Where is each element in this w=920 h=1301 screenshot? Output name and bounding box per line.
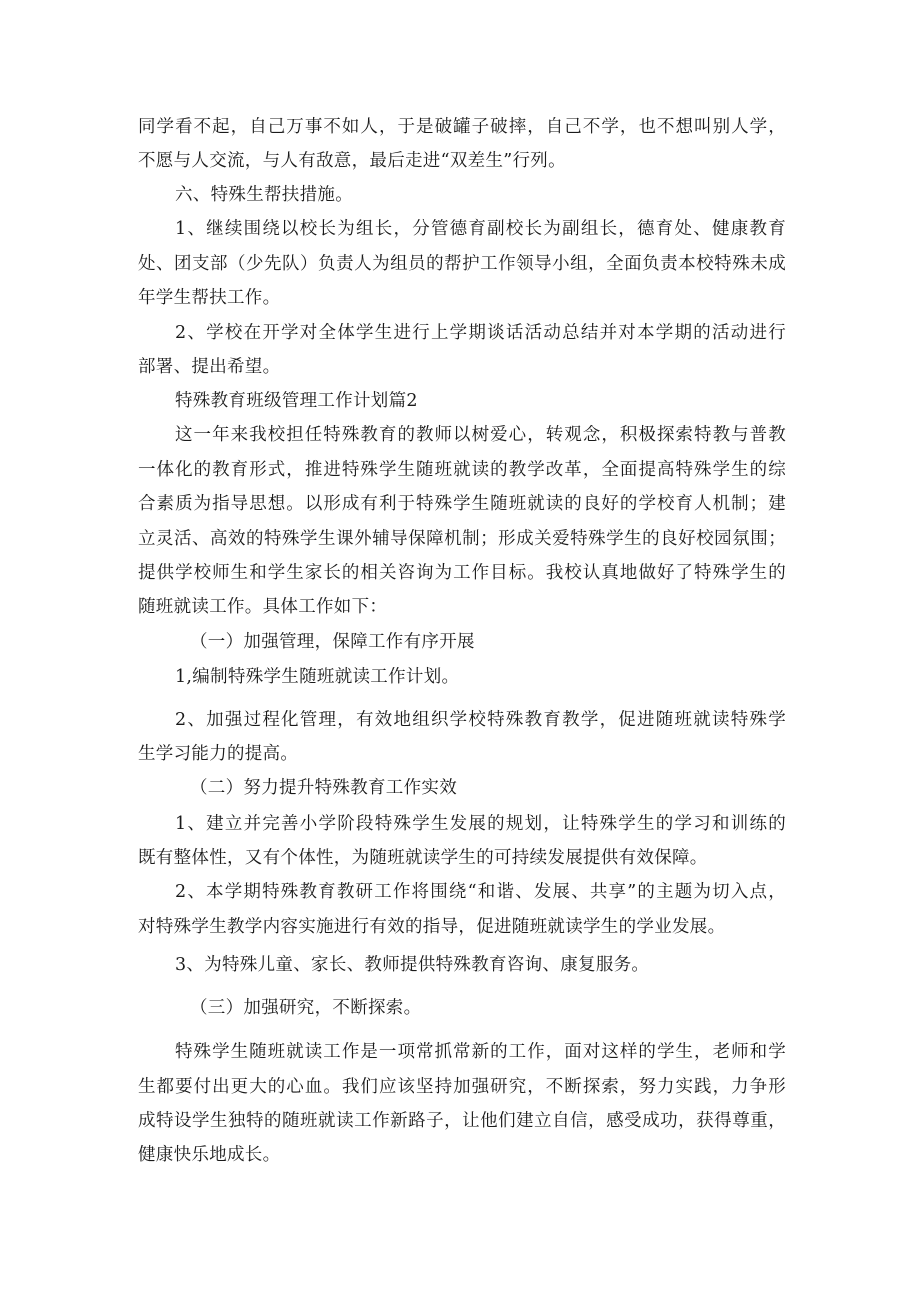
paragraph-line: 2、本学期特殊教育教研工作将围绕“和谐、发展、共享”的主题为切入点， [175,882,786,902]
paragraph-line: 1、建立并完善小学阶段特殊学生发展的规划，让特殊学生的学习和训练的 [175,814,786,834]
paragraph-line: 既有整体性，又有个体性，为随班就读学生的可持续发展提供有效保障。 [138,848,708,868]
section-heading: （一）加强管理，保障工作有序开展 [190,632,475,652]
section-heading: （二）努力提升特殊教育工作实效 [190,778,457,798]
paragraph-line: 生都要付出更大的心血。我们应该坚持加强研究，不断探索，努力实践，力争形 [138,1077,786,1097]
paragraph-line: 提供学校师生和学生家长的相关咨询为工作目标。我校认真地做好了特殊学生的 [138,563,786,583]
paragraph-line: 健康快乐地成长。 [138,1145,281,1165]
paragraph-line: 成特设学生独特的随班就读工作新路子，让他们建立自信，感受成功，获得尊重， [138,1111,786,1131]
section-heading: 六、特殊生帮扶措施。 [175,185,353,205]
paragraph-line: 处、团支部（少先队）负责人为组员的帮护工作领导小组，全面负责本校特殊未成 [138,254,786,274]
paragraph-line: 立灵活、高效的特殊学生课外辅导保障机制；形成关爱特殊学生的良好校园氛围； [138,529,786,549]
paragraph-line: 同学看不起，自己万事不如人，于是破罐子破摔，自己不学，也不想叫别人学， [138,117,786,137]
paragraph-line: 这一年来我校担任特殊教育的教师以树爱心，转观念，积极探索特教与普教 [175,425,786,445]
paragraph-line: 1、继续围绕以校长为组长，分管德育副校长为副组长，德育处、健康教育 [175,219,786,239]
paragraph-line: 合素质为指导思想。以形成有利于特殊学生随班就读的良好的学校育人机制；建 [138,494,786,514]
paragraph-line: 一体化的教育形式，推进特殊学生随班就读的教学改革，全面提高特殊学生的综 [138,460,786,480]
paragraph-line: 2、加强过程化管理，有效地组织学校特殊教育教学，促进随班就读特殊学 [175,710,786,730]
paragraph-line: 随班就读工作。具体工作如下： [138,597,388,617]
paragraph-line: 1,编制特殊学生随班就读工作计划。 [175,667,460,687]
section-heading: （三）加强研究，不断探索。 [190,998,422,1018]
document-title: 特殊教育班级管理工作计划篇2 [175,391,418,411]
paragraph-line: 生学习能力的提高。 [138,744,299,764]
paragraph-line: 对特殊学生教学内容实施进行有效的指导，促进随班就读学生的学业发展。 [138,917,726,937]
paragraph-line: 部署、提出希望。 [138,357,281,377]
paragraph-line: 2、学校在开学对全体学生进行上学期谈话活动总结并对本学期的活动进行 [175,323,786,343]
paragraph-line: 年学生帮扶工作。 [138,288,281,308]
paragraph-line: 特殊学生随班就读工作是一项常抓常新的工作，面对这样的学生，老师和学 [175,1042,786,1062]
paragraph-line: 不愿与人交流，与人有敌意，最后走进“双差生”行列。 [138,151,566,171]
paragraph-line: 3、为特殊儿童、家长、教师提供特殊教育咨询、康复服务。 [175,955,650,975]
